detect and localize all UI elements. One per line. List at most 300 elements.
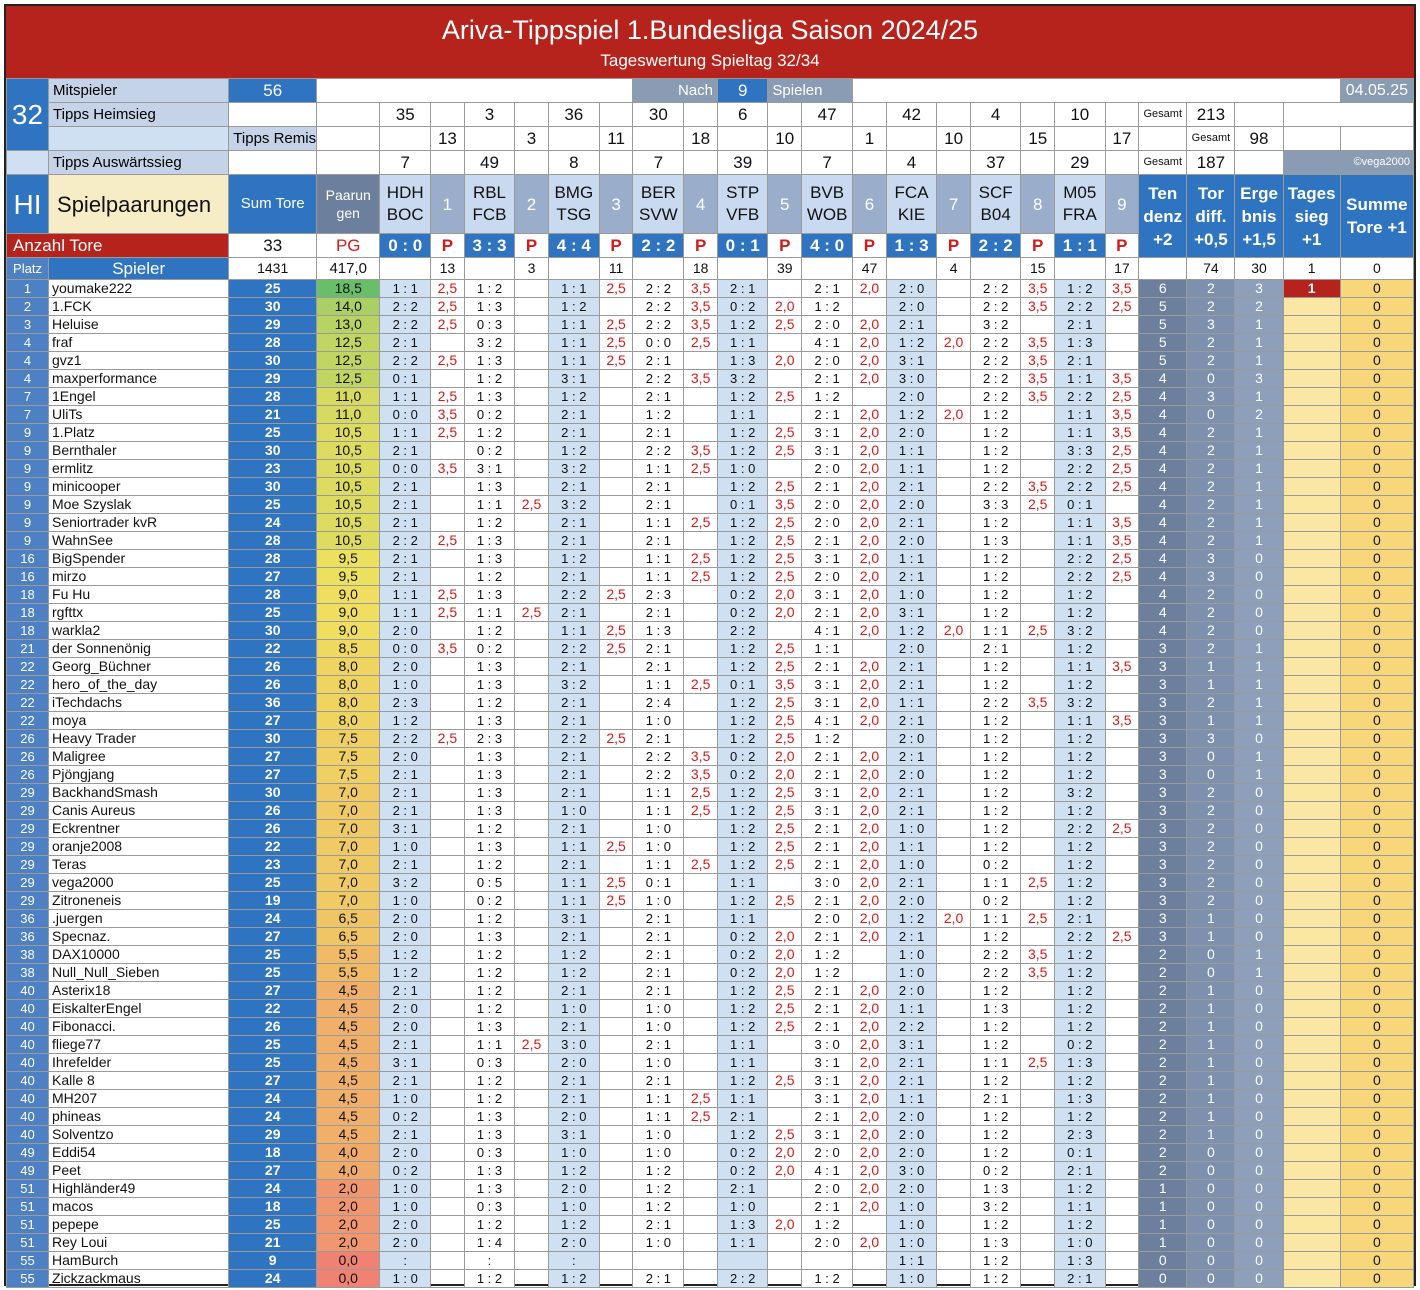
cell — [1340, 127, 1413, 151]
tipp-count: 36 — [548, 103, 599, 127]
player-points — [599, 964, 633, 982]
player-sum-tore: 25 — [229, 964, 317, 982]
player-tip: 1 : 2 — [633, 406, 684, 424]
player-tagessieg — [1283, 604, 1340, 622]
summe-tore-total: 0 — [1340, 258, 1413, 280]
tipp-count: 35 — [380, 103, 431, 127]
table-row — [7, 568, 1414, 586]
player-ergebnis: 0 — [1235, 1162, 1283, 1180]
player-tip: 2 : 1 — [886, 748, 936, 766]
player-sum-tore: 19 — [229, 892, 317, 910]
player-points — [1021, 838, 1055, 856]
player-tagessieg — [1283, 640, 1340, 658]
player-summe-tore: 0 — [1340, 388, 1413, 406]
player-points: 2,0 — [853, 1036, 887, 1054]
player-tip: 2 : 0 — [886, 892, 936, 910]
table-row — [7, 370, 1414, 388]
player-tip: 2 : 1 — [802, 820, 853, 838]
player-tip: 1 : 0 — [380, 1198, 431, 1216]
player-points: 2,0 — [768, 964, 802, 982]
player-place: 40 — [7, 1018, 49, 1036]
player-tip: 0 : 3 — [464, 1054, 514, 1072]
player-place: 38 — [7, 964, 49, 982]
player-tagessieg — [1283, 622, 1340, 640]
player-tip: 2 : 1 — [802, 406, 853, 424]
player-tip: 1 : 2 — [1055, 1000, 1105, 1018]
player-tendenz: 2 — [1139, 982, 1187, 1000]
match-score: 2 : 2 — [970, 234, 1020, 258]
player-sum-tore: 29 — [229, 316, 317, 334]
player-points: 2,0 — [853, 352, 887, 370]
player-points — [515, 676, 549, 694]
player-pg: 8,0 — [317, 676, 380, 694]
table-row — [7, 442, 1414, 460]
player-place: 55 — [7, 1252, 49, 1270]
player-points — [1021, 1018, 1055, 1036]
player-ergebnis: 1 — [1235, 712, 1283, 730]
player-sum-tore: 24 — [229, 1108, 317, 1126]
player-tendenz: 4 — [1139, 406, 1187, 424]
player-pg: 4,5 — [317, 1090, 380, 1108]
ergebnis-header: Erge bnis +1,5 — [1235, 175, 1283, 258]
player-tip: 1 : 1 — [1055, 1198, 1105, 1216]
cell — [1235, 103, 1283, 127]
player-tip: 2 : 1 — [802, 1198, 853, 1216]
player-points: 2,0 — [768, 1162, 802, 1180]
player-tip: 3 : 2 — [1055, 622, 1105, 640]
player-points: 2,5 — [431, 586, 465, 604]
player-tip: : — [380, 1252, 431, 1270]
table-row — [7, 478, 1414, 496]
player-tip: 2 : 2 — [633, 298, 684, 316]
table-row — [7, 1036, 1414, 1054]
player-tordiff: 2 — [1187, 802, 1235, 820]
player-points: 3,5 — [1021, 388, 1055, 406]
player-tip: 1 : 1 — [548, 838, 599, 856]
player-tendenz: 4 — [1139, 388, 1187, 406]
player-tip: 2 : 1 — [380, 478, 431, 496]
player-tordiff: 3 — [1187, 316, 1235, 334]
spieltag-number: 32 — [7, 79, 49, 151]
player-tip: 1 : 2 — [1055, 982, 1105, 1000]
player-points — [768, 370, 802, 388]
player-points — [1021, 658, 1055, 676]
player-pg: 9,0 — [317, 604, 380, 622]
player-points — [515, 388, 549, 406]
player-tip: 1 : 1 — [548, 316, 599, 334]
p-label: P — [1021, 234, 1055, 258]
table-row — [7, 1144, 1414, 1162]
player-points — [1105, 1234, 1139, 1252]
player-name: oranje2008 — [49, 838, 229, 856]
player-pg: 2,0 — [317, 1180, 380, 1198]
player-tip: 1 : 2 — [970, 1126, 1020, 1144]
player-points: 2,0 — [853, 532, 887, 550]
player-tip: 2 : 0 — [886, 496, 936, 514]
match-points-total: 13 — [431, 258, 465, 280]
player-points — [684, 640, 718, 658]
player-tip: 1 : 1 — [886, 1090, 936, 1108]
player-pg: 18,5 — [317, 280, 380, 298]
away-team: WOB — [806, 205, 848, 224]
player-tip: 1 : 0 — [633, 1000, 684, 1018]
player-tip: 1 : 0 — [633, 1054, 684, 1072]
player-sum-tore: 29 — [229, 370, 317, 388]
player-sum-tore: 24 — [229, 910, 317, 928]
player-points — [937, 316, 971, 334]
player-name: der Sonnenönig — [49, 640, 229, 658]
player-tip: 3 : 1 — [802, 802, 853, 820]
table-row — [7, 856, 1414, 874]
player-tordiff: 0 — [1187, 1270, 1235, 1288]
player-tendenz: 3 — [1139, 820, 1187, 838]
player-tip: 1 : 2 — [802, 730, 853, 748]
player-tagessieg — [1283, 298, 1340, 316]
player-points — [937, 712, 971, 730]
player-place: 51 — [7, 1180, 49, 1198]
player-tip: 1 : 3 — [970, 1234, 1020, 1252]
player-points — [1105, 694, 1139, 712]
player-tip: : — [464, 1252, 514, 1270]
player-points — [1021, 730, 1055, 748]
player-summe-tore: 0 — [1340, 748, 1413, 766]
player-tip: 1 : 3 — [464, 586, 514, 604]
player-tip: 3 : 1 — [886, 604, 936, 622]
player-points: 2,0 — [853, 784, 887, 802]
player-points: 2,0 — [853, 514, 887, 532]
player-points: 3,5 — [684, 748, 718, 766]
player-points — [515, 1234, 549, 1252]
mitspieler-row — [7, 79, 1414, 103]
player-tip: 2 : 1 — [802, 1000, 853, 1018]
player-tip: 3 : 2 — [380, 874, 431, 892]
player-tip: 2 : 3 — [464, 730, 514, 748]
player-points — [937, 478, 971, 496]
player-points: 2,0 — [853, 370, 887, 388]
player-tagessieg — [1283, 892, 1340, 910]
player-points — [1021, 406, 1055, 424]
player-points: 2,5 — [1105, 442, 1139, 460]
player-pg: 7,0 — [317, 784, 380, 802]
player-name: Solventzo — [49, 1126, 229, 1144]
player-place: 29 — [7, 874, 49, 892]
player-place: 9 — [7, 442, 49, 460]
player-points: 2,0 — [853, 1072, 887, 1090]
player-points — [515, 658, 549, 676]
player-tip: 2 : 4 — [633, 694, 684, 712]
player-tip: 1 : 1 — [633, 1108, 684, 1126]
player-pg: 2,0 — [317, 1198, 380, 1216]
player-ergebnis: 0 — [1235, 856, 1283, 874]
player-tip: 1 : 0 — [717, 460, 767, 478]
player-points: 3,5 — [684, 316, 718, 334]
player-tip: 3 : 1 — [886, 352, 936, 370]
player-tip: 1 : 2 — [717, 388, 767, 406]
player-tip: 1 : 3 — [464, 766, 514, 784]
cell — [886, 258, 936, 280]
player-sum-tore: 27 — [229, 748, 317, 766]
cell — [1235, 151, 1283, 175]
player-tip: 2 : 0 — [548, 1054, 599, 1072]
player-sum-tore: 18 — [229, 1198, 317, 1216]
player-tip: 1 : 0 — [633, 1144, 684, 1162]
player-points: 2,5 — [768, 658, 802, 676]
cell — [229, 103, 317, 127]
player-summe-tore: 0 — [1340, 568, 1413, 586]
player-place: 9 — [7, 478, 49, 496]
table-row — [7, 1054, 1414, 1072]
player-points: 2,5 — [1021, 496, 1055, 514]
player-points — [1105, 892, 1139, 910]
player-tip: 1 : 2 — [970, 820, 1020, 838]
match-number: 1 — [431, 175, 465, 234]
player-pg: 7,5 — [317, 766, 380, 784]
player-tip: 1 : 3 — [1055, 1090, 1105, 1108]
player-place: 16 — [7, 568, 49, 586]
player-tip: 1 : 2 — [970, 658, 1020, 676]
player-tip: 0 : 2 — [970, 892, 1020, 910]
player-points — [937, 802, 971, 820]
player-name: HamBurch — [49, 1252, 229, 1270]
player-tip: 2 : 0 — [886, 388, 936, 406]
match-score: 0 : 1 — [717, 234, 767, 258]
table-row — [7, 946, 1414, 964]
player-ergebnis: 1 — [1235, 514, 1283, 532]
player-tip: 2 : 2 — [380, 352, 431, 370]
player-points: 3,5 — [431, 406, 465, 424]
player-tordiff: 2 — [1187, 352, 1235, 370]
player-points — [937, 1036, 971, 1054]
player-points — [515, 1090, 549, 1108]
player-tip: 1 : 0 — [380, 676, 431, 694]
player-points — [599, 370, 633, 388]
player-summe-tore: 0 — [1340, 676, 1413, 694]
player-tip: 0 : 0 — [380, 460, 431, 478]
player-tip: 1 : 3 — [464, 802, 514, 820]
player-points — [1021, 586, 1055, 604]
player-ergebnis: 1 — [1235, 964, 1283, 982]
player-points — [599, 1054, 633, 1072]
player-tagessieg — [1283, 694, 1340, 712]
player-tip: 2 : 2 — [970, 964, 1020, 982]
player-points — [768, 1198, 802, 1216]
player-name: Heavy Trader — [49, 730, 229, 748]
player-points — [1021, 1270, 1055, 1288]
player-tip: 1 : 2 — [886, 406, 936, 424]
cell — [515, 151, 549, 175]
player-points — [684, 586, 718, 604]
player-ergebnis: 1 — [1235, 532, 1283, 550]
player-tip: 1 : 0 — [633, 1018, 684, 1036]
player-points — [1105, 1000, 1139, 1018]
player-tip: 1 : 2 — [970, 460, 1020, 478]
player-points: 2,0 — [853, 658, 887, 676]
player-points: 2,5 — [768, 388, 802, 406]
player-points — [515, 838, 549, 856]
player-ergebnis: 0 — [1235, 1000, 1283, 1018]
table-row — [7, 298, 1414, 316]
match-number: 3 — [599, 175, 633, 234]
player-tip: 1 : 1 — [886, 1252, 936, 1270]
player-points — [599, 442, 633, 460]
player-tip: 2 : 1 — [633, 928, 684, 946]
table-row — [7, 766, 1414, 784]
player-pg: 7,0 — [317, 892, 380, 910]
player-points: 2,0 — [853, 280, 887, 298]
player-points: 2,5 — [684, 568, 718, 586]
player-pg: 8,0 — [317, 694, 380, 712]
player-place: 18 — [7, 586, 49, 604]
player-tip: 0 : 2 — [464, 442, 514, 460]
player-points — [599, 712, 633, 730]
player-points — [1105, 856, 1139, 874]
cell — [317, 127, 380, 151]
spieler-header-row — [7, 258, 1414, 280]
player-points: 2,5 — [1021, 874, 1055, 892]
player-points: 2,0 — [853, 1126, 887, 1144]
player-ergebnis: 1 — [1235, 766, 1283, 784]
player-points — [853, 388, 887, 406]
player-points — [937, 496, 971, 514]
player-tip: 1 : 0 — [886, 1234, 936, 1252]
player-tip: 1 : 3 — [464, 478, 514, 496]
player-tip: 1 : 1 — [633, 460, 684, 478]
player-tordiff: 0 — [1187, 1252, 1235, 1270]
tipp-count: 18 — [684, 127, 718, 151]
player-tip: 2 : 1 — [548, 766, 599, 784]
player-points — [515, 424, 549, 442]
cell — [599, 151, 633, 175]
player-tip: 1 : 2 — [464, 370, 514, 388]
player-tip: 1 : 0 — [1055, 1234, 1105, 1252]
player-points — [515, 370, 549, 388]
player-points: 2,5 — [768, 820, 802, 838]
player-pg: 13,0 — [317, 316, 380, 334]
player-points: 2,5 — [768, 424, 802, 442]
player-name: vega2000 — [49, 874, 229, 892]
player-ergebnis: 1 — [1235, 496, 1283, 514]
player-points — [1105, 766, 1139, 784]
player-tip: 1 : 1 — [1055, 712, 1105, 730]
player-tip: 1 : 2 — [886, 910, 936, 928]
match-number: 9 — [1105, 175, 1139, 234]
player-ergebnis: 0 — [1235, 784, 1283, 802]
player-tip: 1 : 2 — [717, 478, 767, 496]
player-tip: 1 : 2 — [548, 1216, 599, 1234]
player-tip: 2 : 0 — [886, 1108, 936, 1126]
player-name: youmake222 — [49, 280, 229, 298]
player-tordiff: 1 — [1187, 1036, 1235, 1054]
player-ergebnis: 0 — [1235, 892, 1283, 910]
player-tip: 2 : 1 — [633, 1270, 684, 1288]
tipp-count: 3 — [515, 127, 549, 151]
player-points — [515, 406, 549, 424]
player-tip: 1 : 2 — [970, 676, 1020, 694]
player-tip: 1 : 2 — [970, 1252, 1020, 1270]
player-tip: 1 : 2 — [802, 946, 853, 964]
player-tip: 1 : 2 — [548, 298, 599, 316]
player-tip: 1 : 2 — [717, 892, 767, 910]
player-tip: 2 : 1 — [886, 802, 936, 820]
player-tordiff: 0 — [1187, 1216, 1235, 1234]
player-points — [1021, 460, 1055, 478]
player-tip: 2 : 1 — [548, 694, 599, 712]
p-label: P — [431, 234, 465, 258]
table-row — [7, 604, 1414, 622]
player-points — [515, 730, 549, 748]
player-tip: 1 : 3 — [970, 1000, 1020, 1018]
player-tip: 1 : 2 — [886, 334, 936, 352]
player-tip: 1 : 1 — [633, 568, 684, 586]
player-points — [599, 766, 633, 784]
player-points: 2,5 — [431, 604, 465, 622]
cell — [886, 127, 936, 151]
player-tip: 1 : 3 — [464, 928, 514, 946]
tipp-count: 7 — [802, 151, 853, 175]
player-points: 2,5 — [684, 856, 718, 874]
player-points: 2,5 — [431, 532, 465, 550]
player-points: 2,0 — [853, 1054, 887, 1072]
player-tip: 0 : 2 — [717, 298, 767, 316]
player-place: 40 — [7, 1108, 49, 1126]
player-points: 2,5 — [684, 514, 718, 532]
player-tip: 2 : 0 — [802, 1234, 853, 1252]
cell — [633, 127, 684, 151]
player-tordiff: 0 — [1187, 964, 1235, 982]
player-ergebnis: 1 — [1235, 640, 1283, 658]
player-points: 2,5 — [1105, 460, 1139, 478]
cell — [1105, 151, 1139, 175]
player-points: 3,5 — [1105, 424, 1139, 442]
player-tip: 1 : 2 — [464, 1072, 514, 1090]
player-place: 29 — [7, 820, 49, 838]
player-tagessieg — [1283, 982, 1340, 1000]
player-tendenz: 4 — [1139, 586, 1187, 604]
player-points — [515, 1198, 549, 1216]
player-tagessieg — [1283, 442, 1340, 460]
player-tagessieg — [1283, 928, 1340, 946]
player-name: moya — [49, 712, 229, 730]
player-pg: 10,5 — [317, 424, 380, 442]
player-points: 2,0 — [853, 424, 887, 442]
player-tip: 1 : 2 — [970, 1270, 1020, 1288]
cell — [548, 127, 599, 151]
player-place: 40 — [7, 1072, 49, 1090]
player-points: 2,5 — [684, 802, 718, 820]
player-tip: 1 : 2 — [970, 784, 1020, 802]
match-score: 4 : 4 — [548, 234, 599, 258]
player-points — [599, 1018, 633, 1036]
player-pg: 4,0 — [317, 1144, 380, 1162]
player-tip: 0 : 1 — [380, 370, 431, 388]
player-pg: 2,0 — [317, 1216, 380, 1234]
player-tendenz: 3 — [1139, 928, 1187, 946]
player-points — [684, 1180, 718, 1198]
player-tordiff: 2 — [1187, 820, 1235, 838]
player-points — [431, 1000, 465, 1018]
cell — [515, 103, 549, 127]
player-points: 2,0 — [853, 802, 887, 820]
player-summe-tore: 0 — [1340, 766, 1413, 784]
player-points: 2,5 — [768, 712, 802, 730]
player-points — [431, 1252, 465, 1270]
player-points — [431, 1108, 465, 1126]
player-pg: 11,0 — [317, 406, 380, 424]
player-points: 2,5 — [1105, 568, 1139, 586]
player-sum-tore: 30 — [229, 730, 317, 748]
player-tendenz: 4 — [1139, 460, 1187, 478]
tipps-remis-row — [7, 127, 1414, 151]
